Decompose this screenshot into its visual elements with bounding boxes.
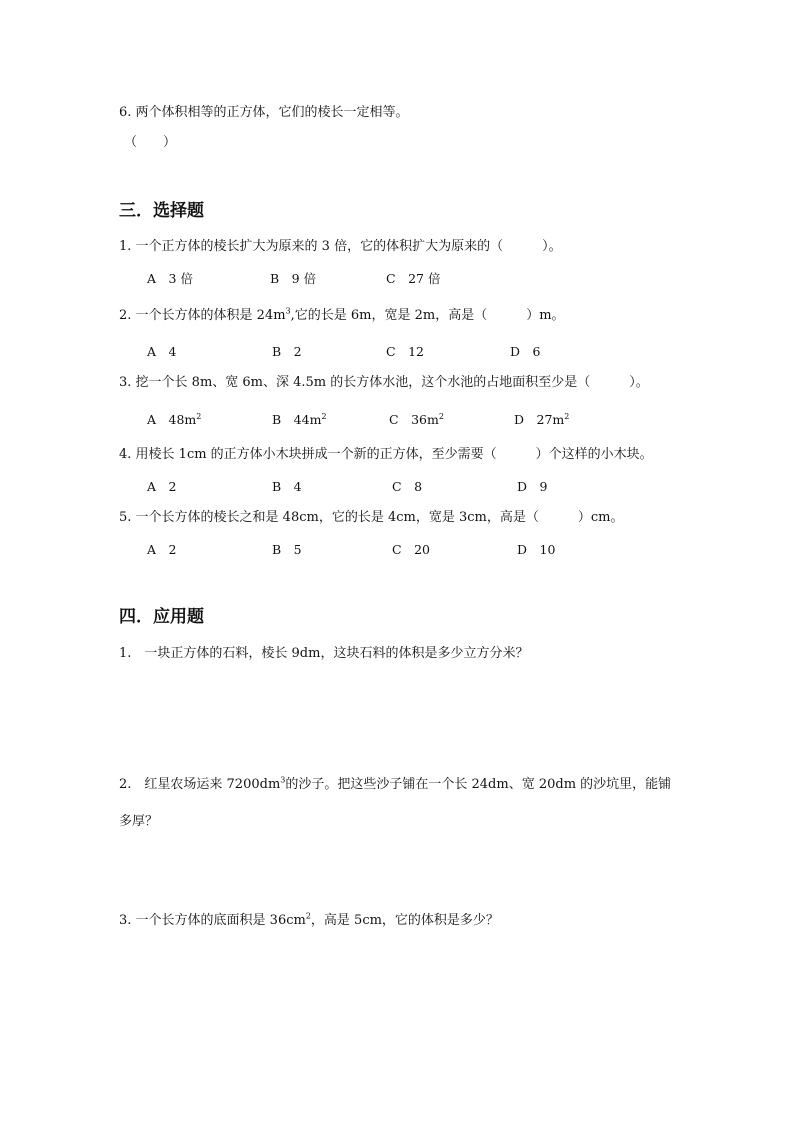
choice-q2-superscript: 3 bbox=[285, 306, 291, 316]
choice-question-5: 5. 一个长方体的棱长之和是 48cm，它的长是 4cm，宽是 3cm，高是（ ）cm。 bbox=[119, 510, 624, 525]
judgment-question-6: 6. 两个体积相等的正方体，它们的棱长一定相等。 bbox=[119, 105, 409, 120]
choice-question-1: 1. 一个正方体的棱长扩大为原来的 3 倍，它的体积扩大为原来的（ ）。 bbox=[119, 239, 562, 254]
application-q2-text-before: 2. 红星农场运来 7200dm bbox=[119, 777, 281, 792]
choice-q2-option-d: D 6 bbox=[510, 344, 541, 359]
choice-q2-text-before: 2. 一个长方体的体积是 24m bbox=[119, 308, 286, 323]
choice-q5-option-d: D 10 bbox=[517, 542, 556, 557]
choice-q2-option-c: C 12 bbox=[386, 344, 424, 359]
choice-q5-option-b: B 5 bbox=[272, 542, 302, 557]
choice-question-2 bbox=[119, 307, 565, 325]
application-q3-superscript: 2 bbox=[305, 911, 311, 921]
choice-q4-option-b: B 4 bbox=[272, 479, 302, 494]
choice-q3-option-d: D $27m^2$ bbox=[514, 411, 570, 427]
application-q3-text-after: ，高是 5cm，它的体积是多少？ bbox=[310, 913, 499, 928]
application-question-3 bbox=[119, 912, 499, 930]
choice-q3-option-c: C $36m^2$ bbox=[389, 411, 444, 427]
choice-question-4: 4. 用棱长 1cm 的正方体小木块拼成一个新的正方体，至少需要（ ）个这样的小木块。 bbox=[119, 447, 653, 462]
judgment-answer-blank: （ ） bbox=[124, 135, 177, 150]
choice-q4-option-a: A 2 bbox=[147, 479, 177, 494]
choice-question-3: 3. 挖一个长 8m、宽 6m、深 4.5m 的长方体水池，这个水池的占地面积至少是（ ）。 bbox=[119, 375, 649, 390]
choice-q5-option-a: A 2 bbox=[147, 542, 177, 557]
application-question-1: 1. 一块正方体的石料，棱长 9dm，这块石料的体积是多少立方分米？ bbox=[119, 646, 529, 661]
choice-q1-option-b: B 9 倍 bbox=[270, 271, 317, 286]
application-q3-text-before: 3. 一个长方体的底面积是 36cm bbox=[119, 913, 306, 928]
application-q2-superscript: 3 bbox=[280, 775, 286, 785]
application-q2-text-after: 的沙子。把这些沙子铺在一个长 24dm、宽 20dm 的沙坑里，能铺 bbox=[285, 777, 672, 792]
application-question-2-line-2: 多厚？ bbox=[119, 814, 159, 829]
application-section-title: 四．应用题 bbox=[119, 607, 204, 627]
choice-q2-option-b: B 2 bbox=[272, 344, 302, 359]
choice-section-title: 三．选择题 bbox=[119, 201, 204, 221]
choice-q5-option-c: C 20 bbox=[392, 542, 430, 557]
choice-q4-option-d: D 9 bbox=[517, 479, 548, 494]
choice-q1-option-a: A 3 倍 bbox=[147, 271, 193, 286]
application-question-2-line-1 bbox=[119, 776, 671, 794]
choice-q3-option-b: B $44m^2$ bbox=[272, 411, 327, 427]
choice-q2-text-after: ,它的长是 6m，宽是 2m，高是（ ）m。 bbox=[290, 308, 565, 323]
choice-q3-option-a: A $48m^2$ bbox=[147, 411, 202, 427]
choice-q4-option-c: C 8 bbox=[392, 479, 423, 494]
choice-q1-option-c: C 27 倍 bbox=[386, 271, 441, 286]
choice-q2-option-a: A 4 bbox=[147, 344, 177, 359]
